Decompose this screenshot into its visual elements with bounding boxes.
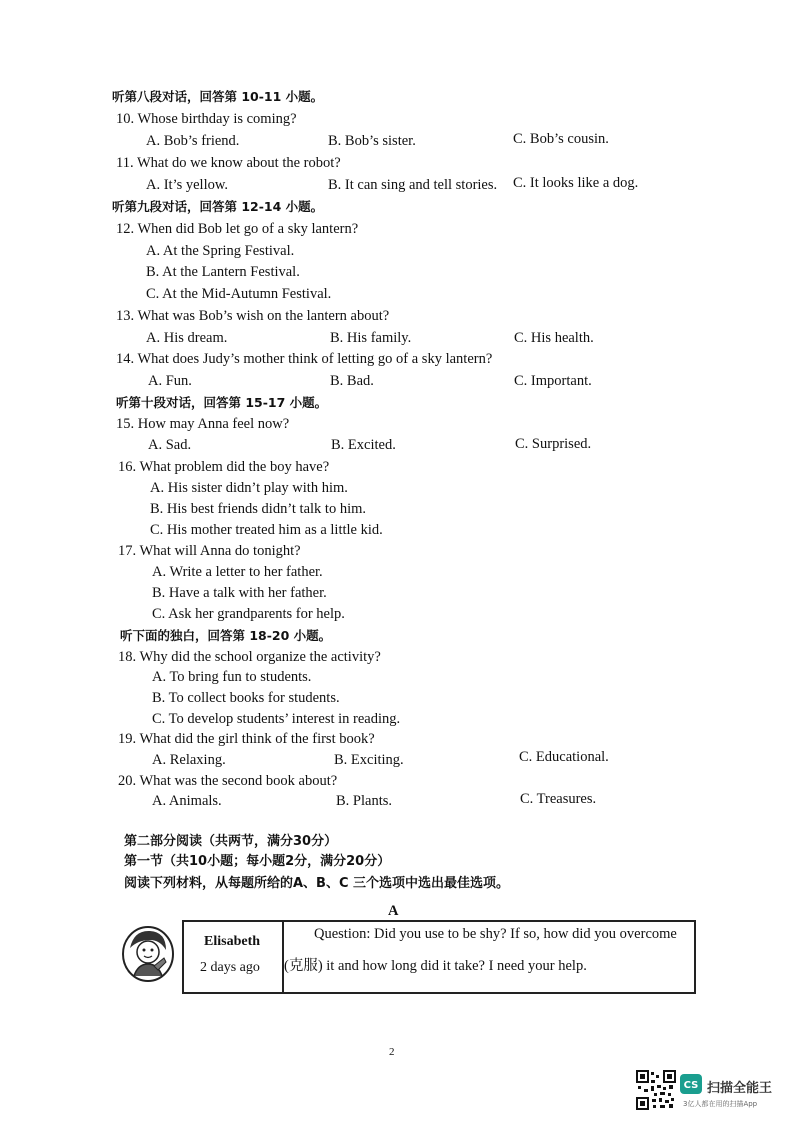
question-15-option-a: A. Sad. <box>148 437 192 453</box>
cs-badge-icon <box>680 1074 702 1094</box>
post-question-line-2: (克服) it and how long did it take? I need your help. <box>284 958 587 974</box>
question-12-option-c: C. At the Mid-Autumn Festival. <box>146 286 332 302</box>
post-timestamp: 2 days ago <box>200 960 260 975</box>
cs-badge-text: CS <box>683 1080 699 1091</box>
question-13-option-c: C. His health. <box>514 330 594 346</box>
question-16-option-c: C. His mother treated him as a little kid. <box>150 522 383 538</box>
question-11-stem: 11. What do we know about the robot? <box>116 155 341 171</box>
question-13-option-b: B. His family. <box>330 330 412 346</box>
question-17-option-b: B. Have a talk with her father. <box>152 585 327 601</box>
post-author: Elisabeth <box>204 934 261 949</box>
question-19-option-a: A. Relaxing. <box>152 752 226 768</box>
question-15-stem: 15. How may Anna feel now? <box>116 416 290 432</box>
question-11-option-b: B. It can sing and tell stories. <box>328 177 498 193</box>
question-14-stem: 14. What does Judy’s mother think of letting go of a sky lantern? <box>116 351 493 367</box>
monologue-heading: 听下面的独白，回答第 18-20 小题。 <box>120 628 332 643</box>
question-18-stem: 18. Why did the school organize the activity? <box>118 649 381 665</box>
question-12-option-a: A. At the Spring Festival. <box>146 243 295 259</box>
question-12-stem: 12. When did Bob let go of a sky lantern? <box>116 221 359 237</box>
question-20-option-b: B. Plants. <box>336 793 392 809</box>
dialogue-8-heading: 听第八段对话，回答第 10-11 小题。 <box>112 89 324 104</box>
question-14-option-b: B. Bad. <box>330 373 374 389</box>
question-16-option-a: A. His sister didn’t play with him. <box>150 480 348 496</box>
part2-section1-heading: 第一节（共10小题；每小题2分，满分20分） <box>124 854 391 869</box>
dialogue-9-heading: 听第九段对话，回答第 12-14 小题。 <box>112 199 324 214</box>
question-18-option-c: C. To develop students’ interest in reading. <box>152 711 401 727</box>
question-10-option-a: A. Bob’s friend. <box>146 133 240 149</box>
question-19-option-b: B. Exciting. <box>334 752 404 768</box>
question-11-option-c: C. It looks like a dog. <box>513 175 639 191</box>
question-17-stem: 17. What will Anna do tonight? <box>118 543 301 559</box>
question-17-option-a: A. Write a letter to her father. <box>152 564 323 580</box>
dialogue-10-heading: 听第十段对话，回答第 15-17 小题。 <box>116 395 328 410</box>
page-number: 2 <box>389 1046 395 1058</box>
scanner-logo <box>680 1074 702 1099</box>
scanner-app-name: 扫描全能王 <box>707 1081 773 1096</box>
question-18-option-b: B. To collect books for students. <box>152 690 340 706</box>
question-14-option-c: C. Important. <box>514 373 592 389</box>
girl-avatar-icon <box>120 922 176 984</box>
question-14-option-a: A. Fun. <box>148 373 192 389</box>
question-15-option-c: C. Surprised. <box>515 436 592 452</box>
question-10-option-b: B. Bob’s sister. <box>328 133 416 149</box>
question-19-stem: 19. What did the girl think of the first book? <box>118 731 375 747</box>
question-13-option-a: A. His dream. <box>146 330 228 346</box>
avatar <box>120 922 176 989</box>
question-20-option-a: A. Animals. <box>152 793 222 809</box>
question-19-option-c: C. Educational. <box>519 749 609 765</box>
qr-code-icon <box>636 1070 676 1110</box>
question-20-stem: 20. What was the second book about? <box>118 773 338 789</box>
question-10-stem: 10. Whose birthday is coming? <box>116 111 297 127</box>
question-20-option-c: C. Treasures. <box>520 791 597 807</box>
forum-post <box>182 920 696 994</box>
question-11-option-a: A. It’s yellow. <box>146 177 229 193</box>
question-17-option-c: C. Ask her grandparents for help. <box>152 606 345 622</box>
question-16-stem: 16. What problem did the boy have? <box>118 459 330 475</box>
post-question-line-1: Question: Did you use to be shy? If so, how did you overcome <box>314 926 677 942</box>
question-18-option-a: A. To bring fun to students. <box>152 669 312 685</box>
question-10-option-c: C. Bob’s cousin. <box>513 131 609 147</box>
question-13-stem: 13. What was Bob’s wish on the lantern about? <box>116 308 390 324</box>
part2-title: 第二部分阅读（共两节，满分30分） <box>124 834 338 849</box>
part2-instruction: 阅读下列材料，从每题所给的A、B、C 三个选项中选出最佳选项。 <box>124 876 510 891</box>
qr-code <box>636 1070 676 1115</box>
question-16-option-b: B. His best friends didn’t talk to him. <box>150 501 367 517</box>
question-15-option-b: B. Excited. <box>331 437 396 453</box>
scanner-app-tagline: 3亿人都在用的扫描App <box>683 1100 758 1108</box>
question-12-option-b: B. At the Lantern Festival. <box>146 264 300 280</box>
passage-label: A <box>388 903 399 919</box>
